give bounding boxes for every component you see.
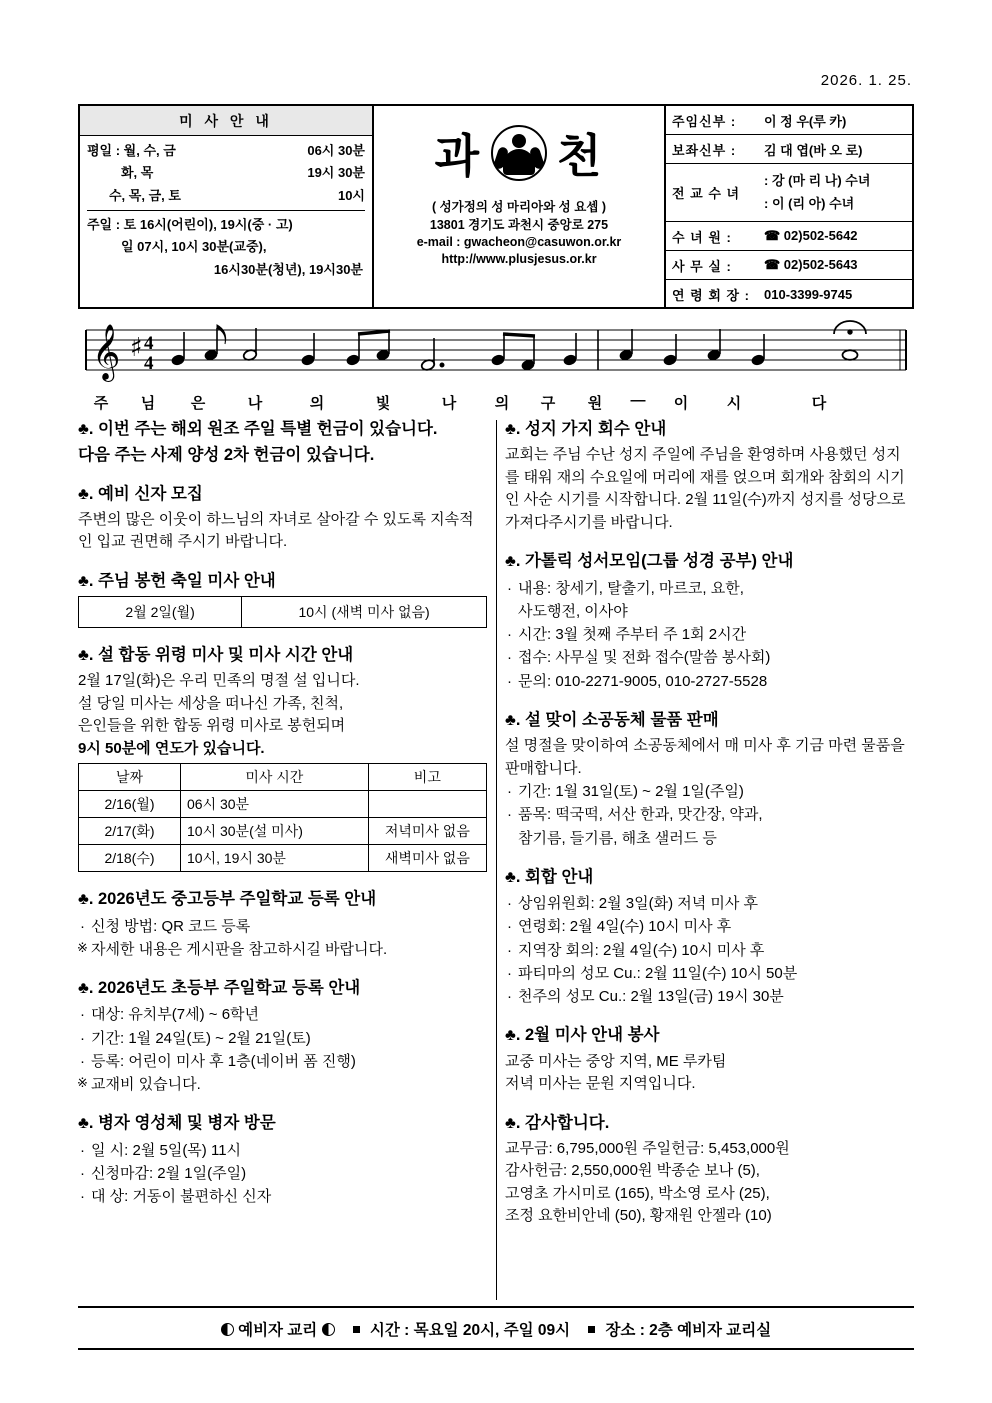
list-item: · 등록: 어린이 미사 후 1층(네이버 폼 진행) [78, 1050, 487, 1073]
footer-place-group [588, 1318, 771, 1340]
footer-title-group [221, 1318, 335, 1340]
section-body-line: 교무금: 6,795,000원 주일헌금: 5,453,000원 [505, 1139, 790, 1157]
section-lunar-new-year-mass [78, 644, 487, 872]
notice-special-collection [78, 418, 487, 467]
table-row: 2/18(수) 10시, 19시 30분 새벽미사 없음 [79, 845, 487, 872]
footer-title: 예비자 교리 [238, 1322, 318, 1339]
section-title: ♣. 회합 안내 [505, 867, 594, 886]
section-title: ♣. 2026년도 초등부 주일학교 등록 안내 [78, 979, 361, 998]
parish-identity-panel [374, 106, 666, 307]
contact-row-catechist-sisters: 전 교 수 녀 : 강 (마 리 나) 수녀 : 이 (리 아) 수녀 [666, 164, 912, 222]
list-item: · 품목: 떡국떡, 서산 한과, 맛간장, 약과, [505, 803, 914, 826]
section-title: ♣. 감사합니다. [505, 1113, 610, 1132]
section-title: ♣. 주님 봉헌 축일 미사 안내 [78, 571, 276, 590]
contact-row-pastor: 주임신부 : 이 정 우(루 카) [666, 106, 912, 135]
parish-emblem-icon [491, 125, 547, 181]
mass-row: 화, 목 19시 30분 [121, 165, 365, 181]
music-notation [78, 316, 914, 396]
section-title: ♣. 예비 신자 모집 [78, 484, 203, 503]
mass-row: 평일 : 월, 수, 금 06시 30분 [87, 143, 365, 158]
section-title: ♣. 2026년도 중고등부 주일학교 등록 안내 [78, 890, 377, 909]
list-item: · 대상: 유치부(7세) ~ 6학년 [78, 1003, 487, 1026]
parish-email[interactable]: e-mail : gwacheon@casuwon.or.kr [416, 235, 622, 250]
section-february-mass-service [505, 1024, 914, 1095]
list-item: · 문의: 010-2271-9005, 010-2727-5528 [505, 670, 914, 693]
section-title: ♣. 설 맞이 소공동체 물품 판매 [505, 710, 719, 729]
hymn-lyrics: 주 님 은 나 의 빛 나 의 구 원 ― 이 시 다 [93, 392, 827, 412]
list-item: · 내용: 창세기, 탈출기, 마르코, 요한, [505, 577, 914, 600]
section-title: ♣. 병자 영성체 및 병자 방문 [78, 1114, 276, 1133]
parish-name-char-2: 천 [557, 131, 604, 182]
list-item: ※ 자세한 내용은 게시판을 참고하시길 바랍니다. [78, 938, 487, 961]
notice-line-2: 다음 주는 사제 양성 2차 헌금이 있습니다. [78, 446, 375, 465]
section-body-line: 2월 17일(화)은 우리 민족의 명절 설 입니다. [78, 672, 360, 690]
section-presentation-feast [78, 570, 487, 628]
table-row: 2월 2일(월) 10시 (새벽 미사 없음) [79, 597, 487, 628]
section-body-line: 감사헌금: 2,550,000원 박종순 보나 (5), [505, 1162, 760, 1180]
footer-divider-top [78, 1306, 914, 1308]
list-item: · 기간: 1월 24일(토) ~ 2월 21일(토) [78, 1027, 487, 1050]
section-items [78, 915, 487, 962]
halfmoon-left-icon [221, 1323, 234, 1336]
parish-contacts-panel [666, 106, 912, 307]
list-item: · 접수: 사무실 및 전화 접수(말씀 봉사회) [505, 646, 914, 669]
list-item: 참기름, 들기름, 해초 샐러드 등 [518, 829, 717, 847]
section-body-line: 은인들을 위한 합동 위령 미사로 봉헌되며 [78, 717, 346, 735]
square-bullet-icon [588, 1326, 595, 1333]
section-body-line: 9시 50분에 연도가 있습니다. [78, 739, 265, 757]
footer-catechism-info [78, 1318, 914, 1340]
halfmoon-right-icon [322, 1323, 335, 1336]
section-elementary-sunday-school [78, 977, 487, 1096]
sunday-mass-row: 일 07시, 10시 30분(교중), [121, 239, 267, 255]
list-item: · 기간: 1월 31일(토) ~ 2월 1일(주일) [505, 780, 914, 803]
contact-row-associate: 보좌신부 : 김 대 엽(바 오 로) [666, 135, 912, 164]
list-item: · 상임위원회: 2월 3일(화) 저녁 미사 후 [505, 892, 914, 915]
notice-line-1: ♣. 이번 주는 해외 원조 주일 특별 헌금이 있습니다. [78, 420, 438, 438]
section-offerings-thanks [505, 1112, 914, 1228]
contact-row-convent: 수 녀 원 : ☎ 02)502-5642 [666, 222, 912, 251]
section-body-line: 저녁 미사는 문원 지역입니다. [505, 1075, 696, 1093]
issue-date: 2026. 1. 25. [820, 72, 912, 89]
contact-row-office: 사 무 실 : ☎ 02)502-5643 [666, 251, 912, 280]
list-item: · 파티마의 성모 Cu.: 2월 11일(수) 10시 50분 [505, 962, 914, 985]
section-title: ♣. 가톨릭 성서모임(그룹 성경 공부) 안내 [505, 552, 794, 571]
mass-schedule-title: 미 사 안 내 [80, 106, 372, 136]
section-items [505, 780, 914, 850]
list-item: · 신청마감: 2월 1일(주일) [78, 1162, 487, 1185]
right-column [505, 418, 914, 1244]
list-item: · 시간: 3월 첫째 주부터 주 1회 2시간 [505, 623, 914, 646]
list-item: · 일 시: 2월 5일(목) 11시 [78, 1139, 487, 1162]
parish-patron: ( 성가정의 성 마리아와 성 요셉 ) [431, 200, 607, 214]
contact-row-funeral-chief: 연 령 회 장 : 010-3399-9745 [672, 287, 853, 303]
footer-time-group [353, 1318, 571, 1340]
table-row: 2/17(화) 10시 30분(설 미사) 저녁미사 없음 [79, 818, 487, 845]
section-body: 설 명절을 맞이하여 소공동체에서 매 미사 후 기금 마련 물품을 판매합니다. [505, 737, 905, 777]
table-header-row: 날짜 미사 시간 비고 [79, 764, 487, 791]
announcements [78, 418, 914, 1244]
svg-text:4: 4 [144, 333, 154, 354]
hymn-staff [78, 316, 914, 416]
footer-time: 시간 : 목요일 20시, 주일 09시 [369, 1322, 571, 1339]
list-item: ※ 교재비 있습니다. [78, 1073, 487, 1096]
section-title: ♣. 설 합동 위령 미사 및 미사 시간 안내 [78, 646, 354, 665]
section-title: ♣. 2월 미사 안내 봉사 [505, 1026, 660, 1045]
section-body: 주변의 많은 이웃이 하느님의 자녀로 살아갈 수 있도록 지속적인 입교 권면해 주시기 바랍니다. [78, 510, 474, 551]
sunday-mass-row: 주일 : 토 16시(어린이), 19시(중 · 고) [87, 210, 365, 236]
list-item: · 대 상: 거동이 불편하신 신자 [78, 1185, 487, 1208]
section-middle-high-sunday-school [78, 888, 487, 961]
section-new-year-goods-sale [505, 709, 914, 850]
section-sick-communion-visit [78, 1112, 487, 1208]
list-item: · 천주의 성모 Cu.: 2월 13일(금) 19시 30분 [505, 985, 914, 1008]
parish-name [374, 120, 664, 186]
svg-text:𝄞: 𝄞 [92, 324, 121, 380]
section-bible-study [505, 550, 914, 693]
header-block [78, 104, 914, 309]
section-items [78, 1003, 487, 1096]
section-body: 교회는 주님 수난 성지 주일에 주님을 환영하며 사용했던 성지를 태워 재의 수요일에 머리에 재를 얹으며 회개와 참회의 시기인 사순 시기를 시작합니다. 2월 11일(수)까지 성지를 성당으로 가져다주시기를 바랍니다. [505, 446, 906, 531]
square-bullet-icon [353, 1326, 360, 1333]
parish-address: 13801 경기도 과천시 중앙로 275 [429, 218, 609, 233]
footer-divider-bottom [78, 1348, 914, 1350]
section-title: ♣. 성지 가지 회수 안내 [505, 420, 667, 438]
list-item: · 신청 방법: QR 코드 등록 [78, 915, 487, 938]
parish-website[interactable]: http://www.plusjesus.or.kr [441, 252, 597, 267]
list-item: · 연령회: 2월 4일(수) 10시 미사 후 [505, 915, 914, 938]
list-item: 사도행전, 이사야 [518, 602, 628, 620]
svg-text:♯: ♯ [130, 333, 143, 363]
section-items [505, 577, 914, 693]
section-meetings [505, 866, 914, 1009]
parish-name-char-1: 과 [434, 131, 481, 182]
svg-text:4: 4 [144, 353, 154, 374]
section-body-line: 고영초 가시미로 (165), 박소영 로사 (25), [505, 1184, 770, 1202]
section-body-line: 설 당일 미사는 세상을 떠나신 가족, 친척, [78, 694, 344, 712]
section-body-line: 교중 미사는 중앙 지역, ME 루카팀 [505, 1052, 727, 1070]
section-catechumen-recruit [78, 483, 487, 554]
section-palm-collection [505, 418, 914, 534]
footer-place: 장소 : 2층 예비자 교리실 [605, 1322, 772, 1339]
feast-mass-table [78, 596, 487, 628]
table-row: 2/16(월) 06시 30분 [79, 791, 487, 818]
section-items [505, 892, 914, 1008]
left-column [78, 418, 487, 1244]
section-body-line: 조정 요한비안네 (50), 황재원 안젤라 (10) [505, 1207, 772, 1225]
mass-schedule-panel [80, 106, 374, 307]
mass-row: 수, 목, 금, 토 10시 [109, 187, 365, 203]
section-items [78, 1139, 487, 1209]
lunar-mass-table [78, 763, 487, 872]
list-item: · 지역장 회의: 2월 4일(수) 10시 미사 후 [505, 939, 914, 962]
sunday-mass-row: 16시30분(청년), 19시30분 [213, 261, 363, 277]
